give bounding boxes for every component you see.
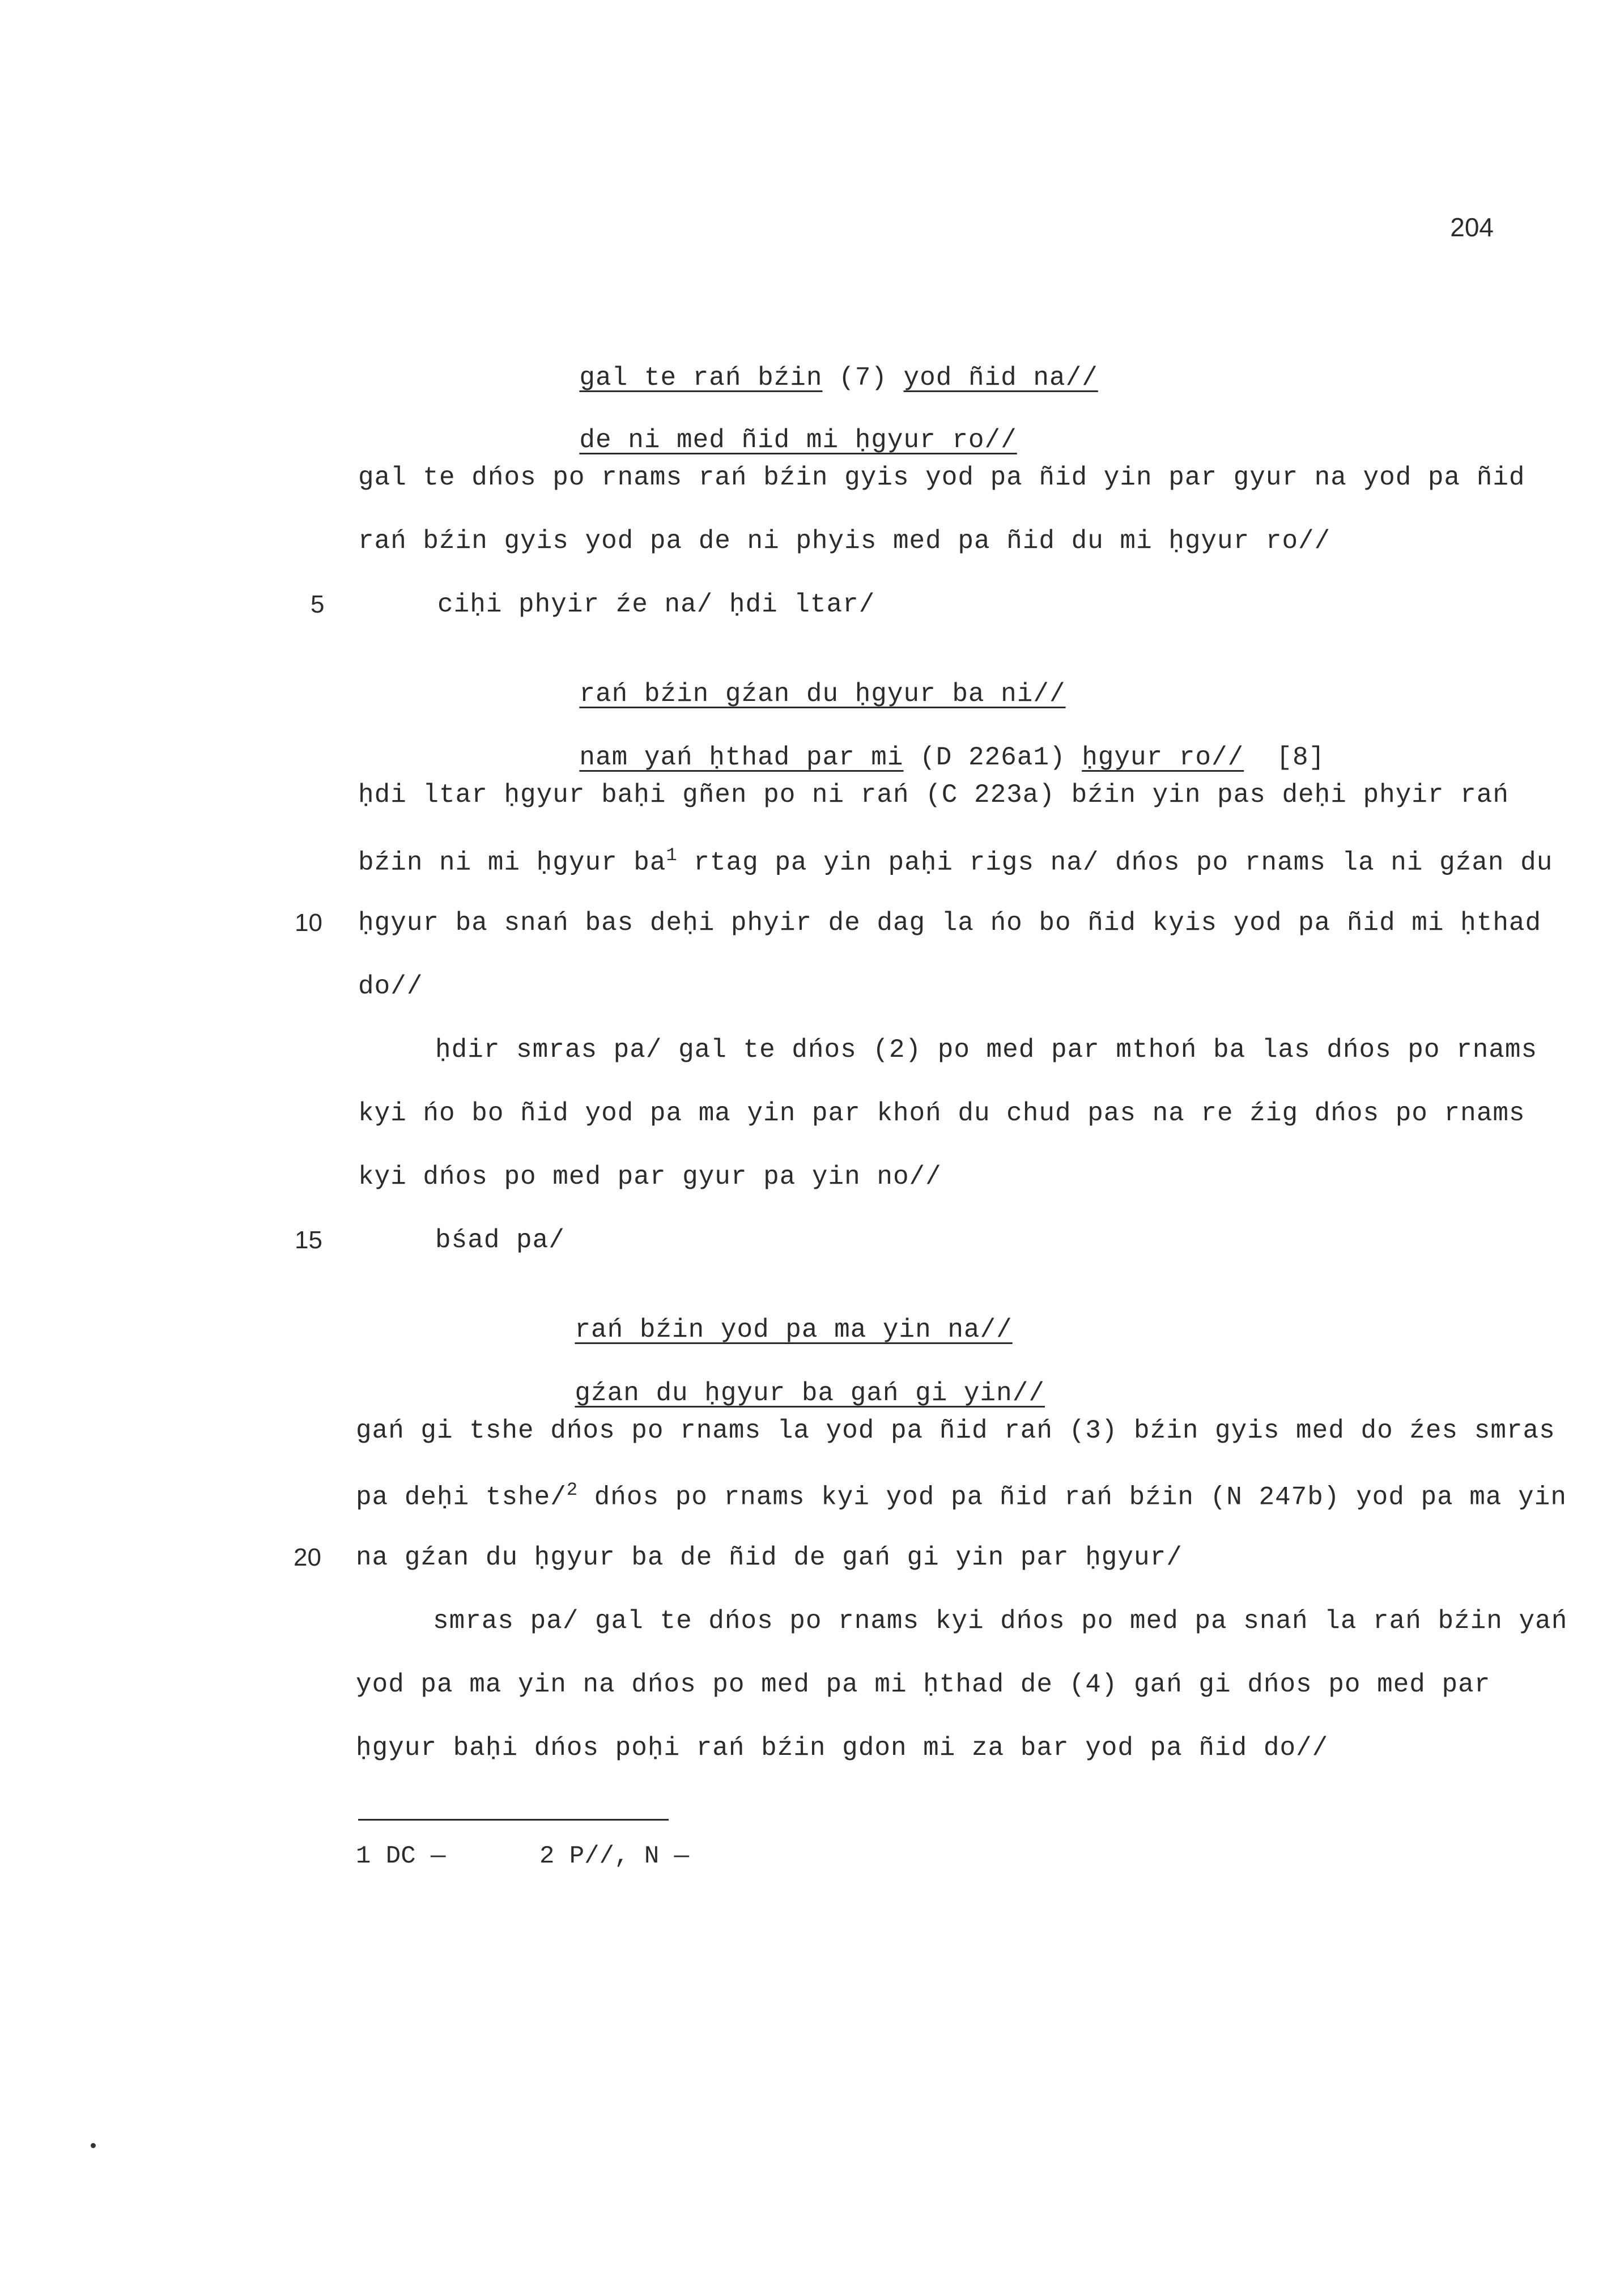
commentary-4-line-3: na gźan du ḥgyur ba de ñid de gań gi yin par ḥgyur/ <box>356 1543 1183 1572</box>
commentary-1-line-1: gal te dńos po rnams rań bźin gyis yod pa ñid yin par gyur na yod pa ñid <box>358 463 1525 492</box>
verse-2-line-2: nam yań ḥthad par mi (D 226a1) ḥgyur ro// [8] <box>579 743 1325 772</box>
commentary-5-line-2: yod pa ma yin na dńos po med pa mi ḥthad de (4) gań gi dńos po med par <box>356 1670 1491 1699</box>
commentary-5-line-3: ḥgyur baḥi dńos poḥi rań bźin gdon mi za bar yod pa ñid do// <box>356 1733 1329 1763</box>
footnote-2: 2 P//, N — <box>539 1842 690 1870</box>
line-number-20: 20 <box>294 1544 321 1571</box>
footnote-ref-2: 2 <box>566 1479 579 1500</box>
verse-1-line-2: de ni med ñid mi ḥgyur ro// <box>579 426 1017 455</box>
footnote-1: 1 DC — <box>356 1842 446 1870</box>
footnote-separator <box>358 1819 669 1821</box>
line-number-10: 10 <box>295 909 322 937</box>
commentary-4-line-1: gań gi tshe dńos po rnams la yod pa ñid rań (3) bźin gyis med do źes smras <box>356 1416 1555 1445</box>
intro-4: bśad pa/ <box>435 1226 565 1255</box>
line-number-15: 15 <box>295 1226 322 1254</box>
page-number: 204 <box>1450 212 1494 242</box>
commentary-1-line-2: rań bźin gyis yod pa de ni phyis med pa ñid du mi ḥgyur ro// <box>358 526 1331 556</box>
commentary-3-line-3: kyi dńos po med par gyur pa yin no// <box>358 1162 942 1192</box>
verse-1-line-1: gal te rań bźin (7) yod ñid na// <box>579 363 1098 393</box>
commentary-2-line-4: do// <box>358 972 423 1001</box>
commentary-2-line-1: ḥdi ltar ḥgyur baḥi gñen po ni rań (C 223a) bźin yin pas deḥi phyir rań <box>358 780 1509 810</box>
commentary-3-line-2: kyi ńo bo ñid yod pa ma yin par khoń du chud pas na re źig dńos po rnams <box>358 1099 1525 1128</box>
intro-2: ciḥi phyir źe na/ ḥdi ltar/ <box>437 590 875 619</box>
line-number-5: 5 <box>311 590 325 618</box>
commentary-2-line-3: ḥgyur ba snań bas deḥi phyir de dag la ńo bo ñid kyis yod pa ñid mi ḥthad <box>358 908 1542 938</box>
verse-4-line-1: rań bźin yod pa ma yin na// <box>575 1315 1013 1345</box>
commentary-2-line-2: bźin ni mi ḥgyur $ba^1$ rtag pa yin paḥi rigs na/ dńos po rnams la ni gźan du <box>358 845 1553 878</box>
verse-4-line-2: gźan du ḥgyur ba gań gi yin// <box>575 1379 1045 1408</box>
scan-speck <box>91 2143 96 2148</box>
verse-2-line-1: rań bźin gźan du ḥgyur ba ni// <box>579 679 1066 709</box>
footnote-ref-1: 1 <box>666 845 678 866</box>
commentary-5-line-1: smras pa/ gal te dńos po rnams kyi dńos po med pa snań la rań bźin yań <box>433 1606 1568 1636</box>
commentary-4-line-2: pa deḥi tshe/$^2$ dńos po rnams kyi yod pa ñid rań bźin (N 247b) yod pa ma yin <box>356 1479 1567 1512</box>
commentary-3-line-1: ḥdir smras pa/ gal te dńos (2) po med par mthoń ba las dńos po rnams <box>435 1035 1538 1065</box>
